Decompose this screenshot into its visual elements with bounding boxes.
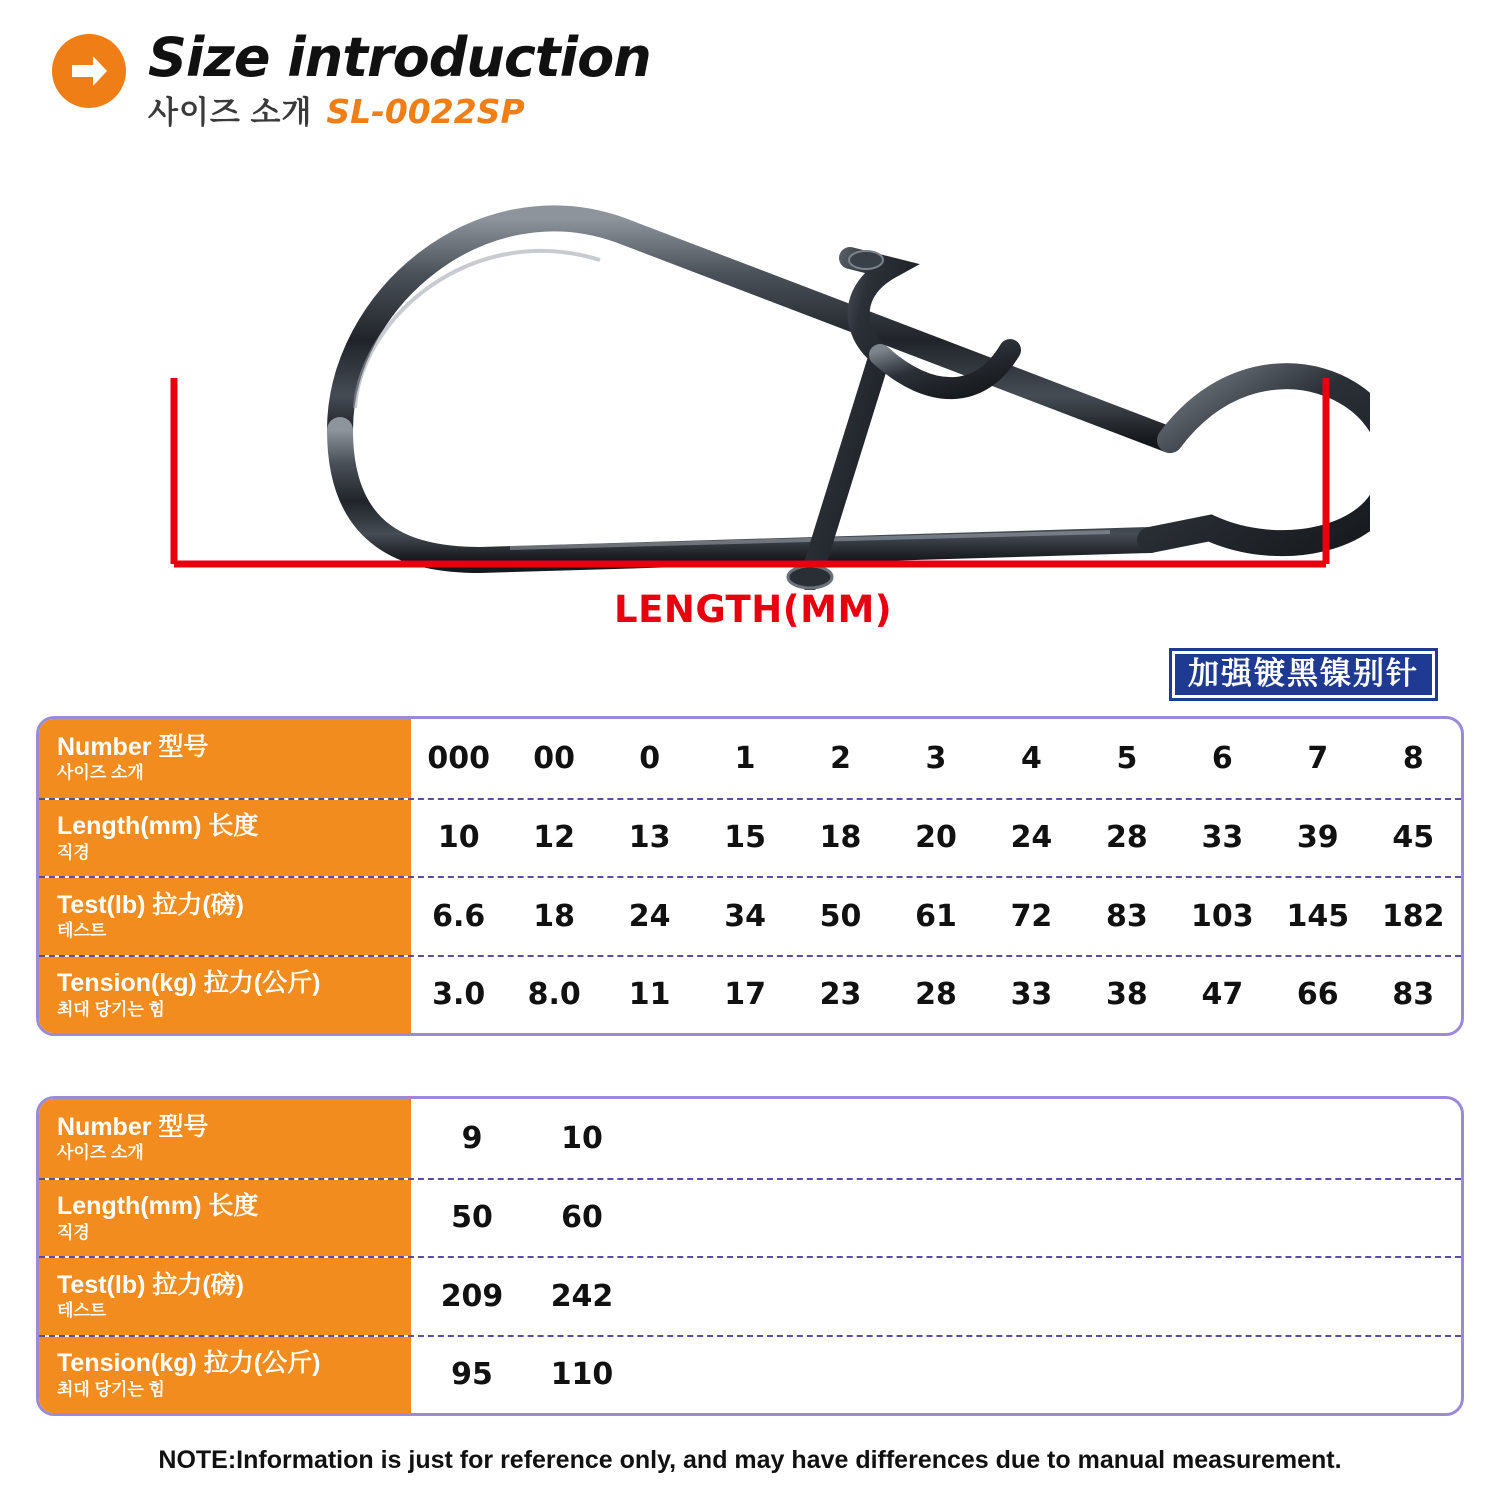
table-cell: 83: [1106, 898, 1148, 934]
table-cell: 18: [533, 898, 576, 934]
table-cell: 34: [724, 898, 766, 934]
table-cell: 242: [550, 1278, 614, 1314]
product-diagram: [150, 140, 1370, 590]
row-header-sub: 최대 당기는 힘: [57, 999, 165, 1019]
length-label: LENGTH(MM): [614, 588, 893, 631]
product-code: SL-0022SP: [326, 92, 525, 132]
table-cell: 72: [1010, 898, 1053, 934]
table-cell: 1: [734, 740, 756, 776]
table-cell: 4: [1021, 740, 1042, 776]
table-cell: 2: [830, 740, 851, 776]
table-cell: 95: [451, 1357, 493, 1393]
row-header-number: [39, 1099, 411, 1178]
page-title: Size introduction: [148, 26, 651, 89]
row-header-main: Test(lb) 拉力(磅): [57, 1270, 245, 1299]
table-cell: 3.0: [432, 977, 486, 1013]
table-cell: 24: [628, 898, 671, 934]
table-cell: 20: [915, 820, 957, 856]
row-values: [411, 1258, 1461, 1335]
row-header-sub: 최대 당기는 힘: [57, 1379, 165, 1399]
page-title-korean: 사이즈 소개: [148, 95, 313, 131]
page-header: [52, 26, 651, 132]
table-cell: 11: [628, 977, 671, 1013]
row-header-main: Test(lb) 拉力(磅): [57, 890, 245, 919]
table-cell: 18: [819, 820, 862, 856]
row-header-sub: 테스트: [57, 921, 107, 941]
row-header-length: [39, 1180, 411, 1257]
page-subtitle: [148, 87, 651, 132]
row-header-sub: 테스트: [57, 1301, 107, 1321]
row-header-number: [39, 719, 411, 798]
table-row: [39, 876, 1461, 955]
table-cell: 50: [451, 1200, 493, 1236]
row-values: [411, 957, 1461, 1034]
size-table-secondary: [36, 1096, 1464, 1416]
table-cell: 3: [925, 740, 947, 776]
table-cell: 10: [561, 1120, 603, 1156]
footer-note: NOTE:Information is just for reference only, and may have differences due to manual measurement.: [158, 1446, 1342, 1474]
table-cell: 24: [1010, 820, 1053, 856]
table-cell: 145: [1286, 898, 1350, 934]
table-cell: 13: [628, 820, 671, 856]
table-cell: 33: [1010, 977, 1053, 1013]
row-header-main: Number 型号: [57, 732, 209, 761]
table-cell: 8: [1402, 740, 1424, 776]
row-header-length: [39, 800, 411, 877]
table-cell: 10: [437, 820, 480, 856]
product-category-banner: [1169, 648, 1438, 701]
table-cell: 28: [915, 977, 957, 1013]
row-header-main: Tension(kg) 拉力(公斤): [57, 969, 321, 998]
row-values: [411, 1099, 1461, 1178]
row-values: [411, 719, 1461, 798]
table-cell: 00: [533, 740, 576, 776]
row-header-test: [39, 1258, 411, 1335]
table-cell: 103: [1191, 898, 1254, 934]
table-cell: 39: [1296, 820, 1339, 856]
row-header-test: [39, 878, 411, 955]
table-cell: 000: [427, 740, 491, 776]
table-cell: 15: [724, 820, 766, 856]
table-cell: 23: [819, 977, 862, 1013]
table-cell: 110: [550, 1357, 614, 1393]
table-cell: 33: [1201, 820, 1244, 856]
table-cell: 209: [440, 1278, 504, 1314]
row-header-main: Number 型号: [57, 1112, 209, 1141]
table-cell: 47: [1201, 977, 1244, 1013]
header-text-block: [148, 26, 651, 132]
table-cell: 12: [533, 820, 576, 856]
row-header-main: Length(mm) 长度: [57, 812, 259, 841]
table-cell: 8.0: [527, 977, 581, 1013]
table-cell: 182: [1381, 898, 1445, 934]
row-header-sub: 직경: [57, 842, 90, 862]
table-row: [39, 798, 1461, 877]
table-cell: 17: [724, 977, 766, 1013]
row-header-sub: 직경: [57, 1222, 90, 1242]
table-row: [39, 955, 1461, 1034]
arrow-right-circle-icon: [52, 34, 126, 108]
row-header-tension: [39, 1337, 411, 1414]
row-header-tension: [39, 957, 411, 1034]
table-cell: 45: [1392, 820, 1435, 856]
row-header-main: Length(mm) 长度: [57, 1192, 259, 1221]
table-cell: 6: [1211, 740, 1233, 776]
size-table-primary: [36, 716, 1464, 1036]
row-values: [411, 800, 1461, 877]
row-values: [411, 1180, 1461, 1257]
table-row: [39, 719, 1461, 798]
row-header-sub: 사이즈 소개: [57, 1143, 144, 1163]
table-cell: 38: [1106, 977, 1148, 1013]
table-cell: 61: [915, 898, 957, 934]
row-values: [411, 1337, 1461, 1414]
table-cell: 5: [1116, 740, 1138, 776]
table-row: [39, 1178, 1461, 1257]
table-row: [39, 1256, 1461, 1335]
table-cell: 66: [1296, 977, 1339, 1013]
row-header-main: Tension(kg) 拉力(公斤): [57, 1349, 321, 1378]
product-category-banner-text: 加强镀黑镍别针: [1188, 656, 1419, 691]
row-values: [411, 878, 1461, 955]
table-cell: 0: [639, 740, 661, 776]
row-header-sub: 사이즈 소개: [57, 763, 144, 783]
table-cell: 7: [1307, 740, 1329, 776]
table-cell: 9: [461, 1120, 483, 1156]
table-cell: 50: [819, 898, 862, 934]
table-row: [39, 1099, 1461, 1178]
table-cell: 28: [1106, 820, 1148, 856]
table-cell: 6.6: [432, 898, 486, 934]
table-row: [39, 1335, 1461, 1414]
table-cell: 83: [1392, 977, 1435, 1013]
table-cell: 60: [561, 1200, 603, 1236]
